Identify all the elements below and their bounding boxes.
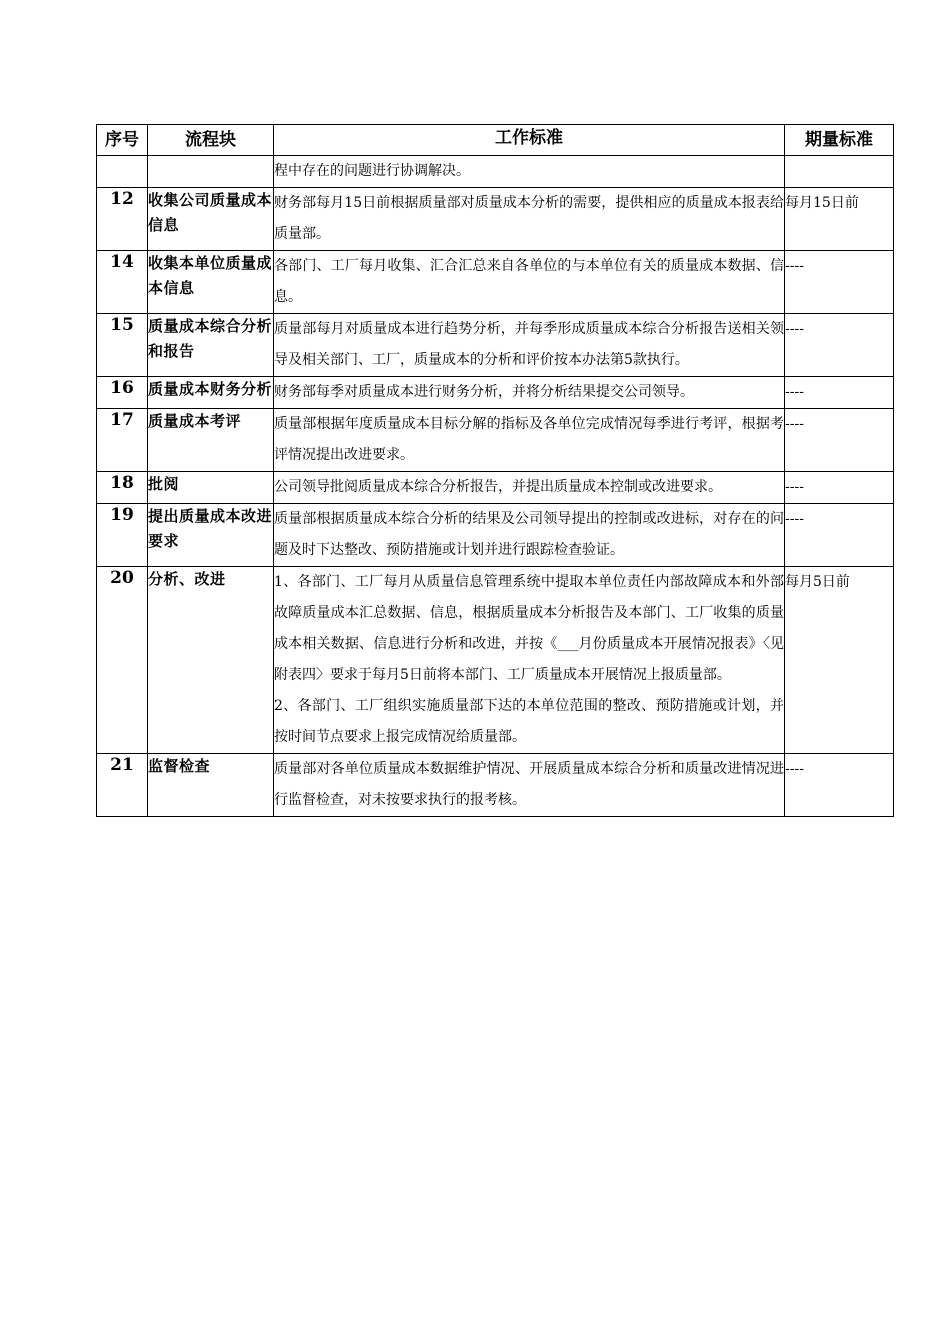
standard-paragraph: 质量部对各单位质量成本数据维护情况、开展质量成本综合分析和质量改进情况进行监督检查，对未按要求执行的报考核。 [274, 761, 784, 808]
work-standard [274, 754, 785, 817]
process-table [96, 124, 894, 817]
standard-paragraph: 质量部根据年度质量成本目标分解的指标及各单位完成情况每季进行考评，根据考评情况提出改进要求。 [274, 416, 784, 463]
row-number: 19 [97, 504, 148, 567]
cell-block [148, 156, 274, 188]
header-no: 序号 [97, 125, 148, 156]
period-standard: ---- [785, 504, 894, 567]
row-number: 12 [97, 188, 148, 251]
process-block: 质量成本财务分析 [148, 377, 274, 409]
cell-standard: 程中存在的问题进行协调解决。 [274, 156, 785, 188]
standard-paragraph: 质量部根据质量成本综合分析的结果及公司领导提出的控制或改进标，对存在的问题及时下达整改、预防措施或计划并进行跟踪检查验证。 [274, 511, 784, 558]
work-standard [274, 504, 785, 567]
header-block: 流程块 [148, 125, 274, 156]
cell-period [785, 156, 894, 188]
row-number: 16 [97, 377, 148, 409]
table-row [97, 472, 894, 504]
standard-paragraph: 质量部每月对质量成本进行趋势分析，并每季形成质量成本综合分析报告送相关领导及相关部门、工厂，质量成本的分析和评价按本办法第5款执行。 [274, 321, 784, 368]
header-standard: 工作标准 [274, 125, 785, 156]
period-standard: ---- [785, 377, 894, 409]
table-row [97, 409, 894, 472]
continuation-row [97, 156, 894, 188]
process-block: 质量成本考评 [148, 409, 274, 472]
process-block: 监督检查 [148, 754, 274, 817]
process-block: 质量成本综合分析和报告 [148, 314, 274, 377]
work-standard [274, 567, 785, 754]
table-row [97, 754, 894, 817]
period-standard: 每月15日前 [785, 188, 894, 251]
row-number: 14 [97, 251, 148, 314]
row-number: 21 [97, 754, 148, 817]
cell-no [97, 156, 148, 188]
process-block: 分析、改进 [148, 567, 274, 754]
table-row [97, 251, 894, 314]
table-row [97, 504, 894, 567]
standard-paragraph: 2、各部门、工厂组织实施质量部下达的本单位范围的整改、预防措施或计划，并按时间节点要求上报完成情况给质量部。 [274, 698, 784, 745]
period-standard: 每月5日前 [785, 567, 894, 754]
period-standard: ---- [785, 314, 894, 377]
header-period: 期量标准 [785, 125, 894, 156]
row-number: 15 [97, 314, 148, 377]
standard-paragraph: 财务部每月15日前根据质量部对质量成本分析的需要，提供相应的质量成本报表给质量部。 [274, 195, 784, 242]
table-row [97, 377, 894, 409]
period-standard: ---- [785, 754, 894, 817]
table-row [97, 567, 894, 754]
header-row [97, 125, 894, 156]
row-number: 18 [97, 472, 148, 504]
process-block: 批阅 [148, 472, 274, 504]
work-standard [274, 251, 785, 314]
process-block: 收集公司质量成本信息 [148, 188, 274, 251]
table-row [97, 314, 894, 377]
period-standard: ---- [785, 251, 894, 314]
standard-paragraph: 财务部每季对质量成本进行财务分析，并将分析结果提交公司领导。 [274, 384, 694, 400]
standard-paragraph: 1、各部门、工厂每月从质量信息管理系统中提取本单位责任内部故障成本和外部故障质量成本汇总数据、信息，根据质量成本分析报告及本部门、工厂收集的质量成本相关数据、信息进行分析和改进，并按《___月份质量成本开展情况报表》〈见附表四〉要求于每月5日前将本部门、工厂质量成本开展情况上报质量部。 [274, 574, 784, 683]
work-standard [274, 472, 785, 504]
standard-paragraph: 公司领导批阅质量成本综合分析报告，并提出质量成本控制或改进要求。 [274, 479, 722, 495]
work-standard [274, 188, 785, 251]
row-number: 17 [97, 409, 148, 472]
work-standard [274, 314, 785, 377]
period-standard: ---- [785, 409, 894, 472]
work-standard [274, 377, 785, 409]
row-number: 20 [97, 567, 148, 754]
table-row [97, 188, 894, 251]
standard-paragraph: 各部门、工厂每月收集、汇合汇总来自各单位的与本单位有关的质量成本数据、信息。 [274, 258, 784, 305]
period-standard: ---- [785, 472, 894, 504]
process-block: 收集本单位质量成本信息 [148, 251, 274, 314]
work-standard [274, 409, 785, 472]
process-block: 提出质量成本改进要求 [148, 504, 274, 567]
